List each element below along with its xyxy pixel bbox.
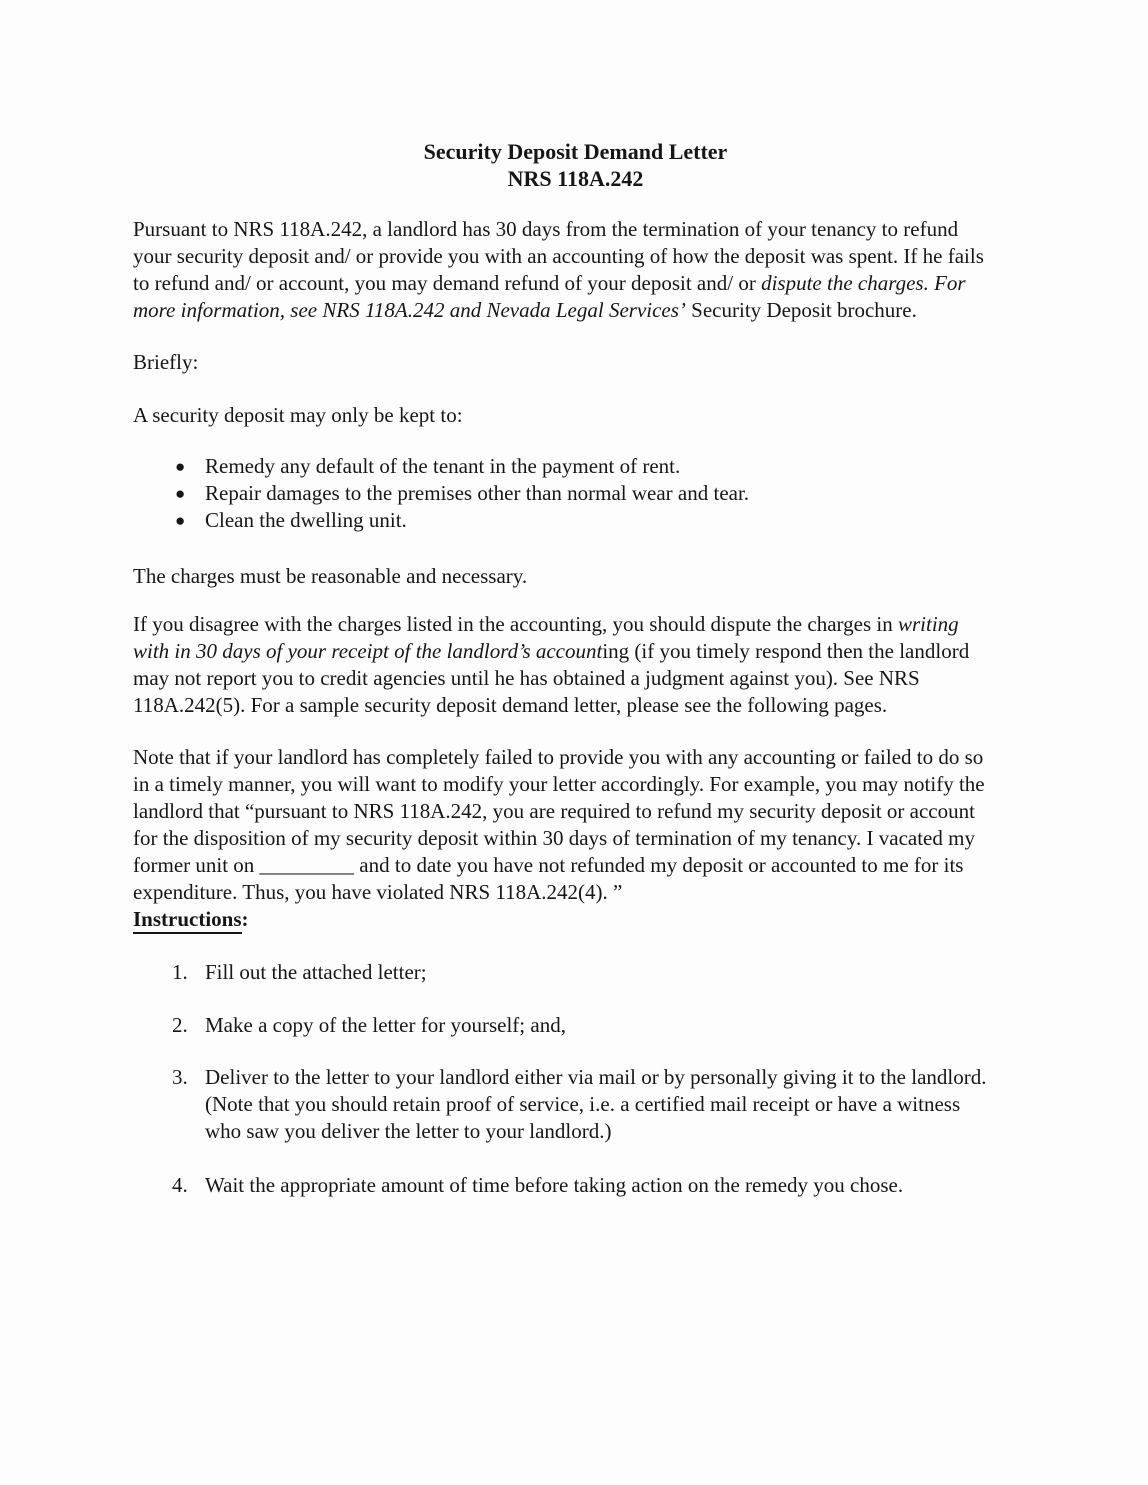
list-indent xyxy=(133,1012,172,1039)
list-indent xyxy=(133,1172,172,1199)
instruction-item xyxy=(133,1172,993,1199)
list-indent xyxy=(133,1064,172,1145)
list-indent xyxy=(133,507,175,534)
note-paragraph xyxy=(133,744,993,906)
instruction-item xyxy=(133,959,993,986)
text-run: Security Deposit brochure. xyxy=(685,298,917,322)
briefly-label: Briefly: xyxy=(133,350,199,374)
instruction-text: Make a copy of the letter for yourself; and, xyxy=(205,1013,566,1037)
text-run: Note that if your landlord has completely failed to provide you with any accounting or failed to do so in a timely manner, you will want to modify your letter accordingly. For example, you may notify the landlord that “pursuant to NRS 118A.242, you are required to refund my security deposit or account for the disposition of my security deposit within 30 days of termination of my tenancy. I vacated my former unit on _________ and to date you have not refunded my deposit or accounted to me for its expenditure. Thus, you have violated NRS 118A.242(4). ” xyxy=(133,745,985,904)
instructions-heading-colon: : xyxy=(241,907,249,931)
list-item-text: Remedy any default of the tenant in the payment of rent. xyxy=(205,454,681,478)
deposit-uses-list xyxy=(133,453,993,534)
charges-note: The charges must be reasonable and necessary. xyxy=(133,564,528,588)
list-indent xyxy=(133,453,175,480)
text-run: ing (if you timely respond then the landlord may not report you to credit agencies until he has obtained a judgment against you). See NRS 118A.242(5). For a sample security deposit demand letter, please see the following pages. xyxy=(133,639,970,717)
instruction-number: 2. xyxy=(172,1013,188,1037)
list-item xyxy=(133,480,993,507)
bullet-icon: ● xyxy=(175,511,186,530)
list-item-text: Clean the dwelling unit. xyxy=(205,508,407,532)
list-item xyxy=(133,507,993,534)
document-title xyxy=(133,138,1018,192)
text-run: If you disagree with the charges listed in the accounting, you should dispute the charges in xyxy=(133,612,898,636)
instruction-item xyxy=(133,1064,993,1145)
instructions-heading xyxy=(133,906,1018,933)
bullet-icon: ● xyxy=(175,457,186,476)
document-title-line2: NRS 118A.242 xyxy=(507,166,644,191)
instruction-text: Wait the appropriate amount of time before taking action on the remedy you chose. xyxy=(205,1173,904,1197)
instruction-number: 4. xyxy=(172,1173,188,1197)
instruction-number: 1. xyxy=(172,960,188,984)
text-run-italic: writing with in 30 days of your receipt of the landlord’s account xyxy=(133,612,959,663)
instruction-item xyxy=(133,1012,993,1039)
instructions-list xyxy=(133,959,993,1199)
dispute-paragraph xyxy=(133,611,993,719)
text-run: Pursuant to NRS 118A.242, a landlord has 30 days from the termination of your tenancy to refund your security deposit and/ or provide you with an accounting of how the deposit was spent. If he fails to refund and/ or account, you may demand refund of your deposit and/ or xyxy=(133,217,984,295)
deposit-kept-intro: A security deposit may only be kept to: xyxy=(133,403,463,427)
list-item-text: Repair damages to the premises other than normal wear and tear. xyxy=(205,481,750,505)
list-indent xyxy=(133,480,175,507)
bullet-icon: ● xyxy=(175,484,186,503)
intro-paragraph xyxy=(133,216,993,324)
document-title-line1: Security Deposit Demand Letter xyxy=(423,139,728,164)
list-item xyxy=(133,453,993,480)
text-run-italic: dispute the charges. For more information, see NRS 118A.242 and Nevada Legal Services’ xyxy=(133,271,966,322)
list-indent xyxy=(133,959,172,986)
instructions-heading-text: Instructions xyxy=(133,907,242,934)
instruction-text: Deliver to the letter to your landlord either via mail or by personally giving it to the landlord. (Note that you should retain proof of service, i.e. a certified mail receipt or have a witness who saw you deliver the letter to your landlord.) xyxy=(205,1065,987,1143)
instruction-number: 3. xyxy=(172,1065,188,1089)
instruction-text: Fill out the attached letter; xyxy=(205,960,427,984)
